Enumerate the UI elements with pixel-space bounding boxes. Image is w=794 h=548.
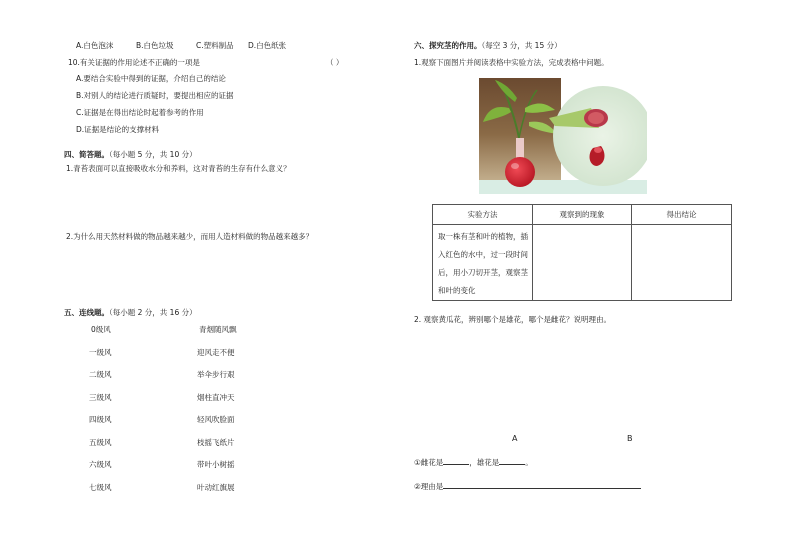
fill1-middle: ，雄花是 [469,458,500,467]
table-cell-method: 取一株有茎和叶的植物，插入红色的水中，过一段时间后，用小刀切开茎，观察茎和叶的变化 [433,225,533,301]
table-header-phenomenon: 观察到的现象 [533,205,632,225]
male-flower-blank[interactable] [499,457,525,465]
experiment-table [432,204,732,301]
match-right-6[interactable]: 带叶小树摇 [197,460,235,469]
section5-title: 五、连线题。 [64,308,109,317]
match-right-2[interactable]: 举伞步行艰 [197,370,235,379]
fill2-prefix: ②理由是 [414,482,444,491]
section6-title: 六、探究茎的作用。 [414,41,482,50]
match-left-0[interactable]: 0级风 [91,325,111,334]
section4-heading [64,151,197,159]
stem-experiment-illustration [479,78,647,194]
section6-heading [414,42,562,50]
match-right-4[interactable]: 轻风吹脸面 [197,415,235,424]
flower-label-b: B [627,434,633,443]
section6-q2: 2. 观察黄瓜花，辨别哪个是雄花，哪个是雌花？说明理由。 [414,315,612,324]
section6-q1: 1.观察下面图片并阅读表格中实验方法，完成表格中问题。 [414,58,609,67]
fill-line-1 [414,457,533,467]
q9-option-b: B.白色垃圾 [136,41,174,50]
q9-option-c: C.塑料制品 [196,41,234,50]
q10-stem: 10.有关证据的作用论述不正确的一项是 [68,58,200,67]
table-cell-phenomenon-answer[interactable] [533,225,632,301]
section4-title: 四、简答题。 [64,150,109,159]
match-right-0[interactable]: 青烟随风飘 [199,325,237,334]
section4-q2: 2.为什么用天然材料做的物品越来越少，而用人造材料做的物品越来越多？ [66,232,314,241]
table-cell-conclusion-answer[interactable] [632,225,732,301]
table-header-conclusion: 得出结论 [632,205,732,225]
section6-note: （每空 3 分，共 15 分） [481,41,562,50]
section5-note: （每小题 2 分，共 16 分） [109,308,197,317]
female-flower-blank[interactable] [443,457,469,465]
q10-answer-paren[interactable]: （ ） [326,58,344,67]
fill1-end: 。 [525,458,533,467]
match-left-7[interactable]: 七级风 [89,483,112,492]
section5-heading [64,309,197,317]
match-left-1[interactable]: 一级风 [89,348,112,357]
fill-line-2 [414,481,641,491]
match-left-4[interactable]: 四级风 [89,415,112,424]
match-left-6[interactable]: 六级风 [89,460,112,469]
match-left-2[interactable]: 二级风 [89,370,112,379]
match-right-5[interactable]: 枝摇飞纸片 [197,438,235,447]
match-right-3[interactable]: 烟柱直冲天 [197,393,235,402]
match-left-3[interactable]: 三级风 [89,393,112,402]
q10-option-a: A.要结合实验中得到的证据，介绍自己的结论 [76,74,226,83]
q9-option-a: A.白色泡沫 [76,41,114,50]
section4-q1: 1.青苔表面可以直接吸收水分和养料，这对青苔的生存有什么意义？ [66,164,291,173]
q10-option-d: D.证据是结论的支撑材料 [76,125,160,134]
q10-option-b: B.对别人的结论进行质疑时，要提出相应的证据 [76,91,234,100]
section4-note: （每小题 5 分，共 10 分） [109,150,197,159]
stem-experiment-image [479,78,647,194]
q9-option-d: D.白色纸张 [248,41,287,50]
flower-label-a: A [512,434,518,443]
match-right-7[interactable]: 叶动红旗展 [197,483,235,492]
q10-option-c: C.证据是在得出结论时起着参考的作用 [76,108,204,117]
match-left-5[interactable]: 五级风 [89,438,112,447]
table-header-method: 实验方法 [433,205,533,225]
match-right-1[interactable]: 迎风走不便 [197,348,235,357]
fill1-prefix: ①雌花是 [414,458,444,467]
reason-blank[interactable] [443,481,641,489]
